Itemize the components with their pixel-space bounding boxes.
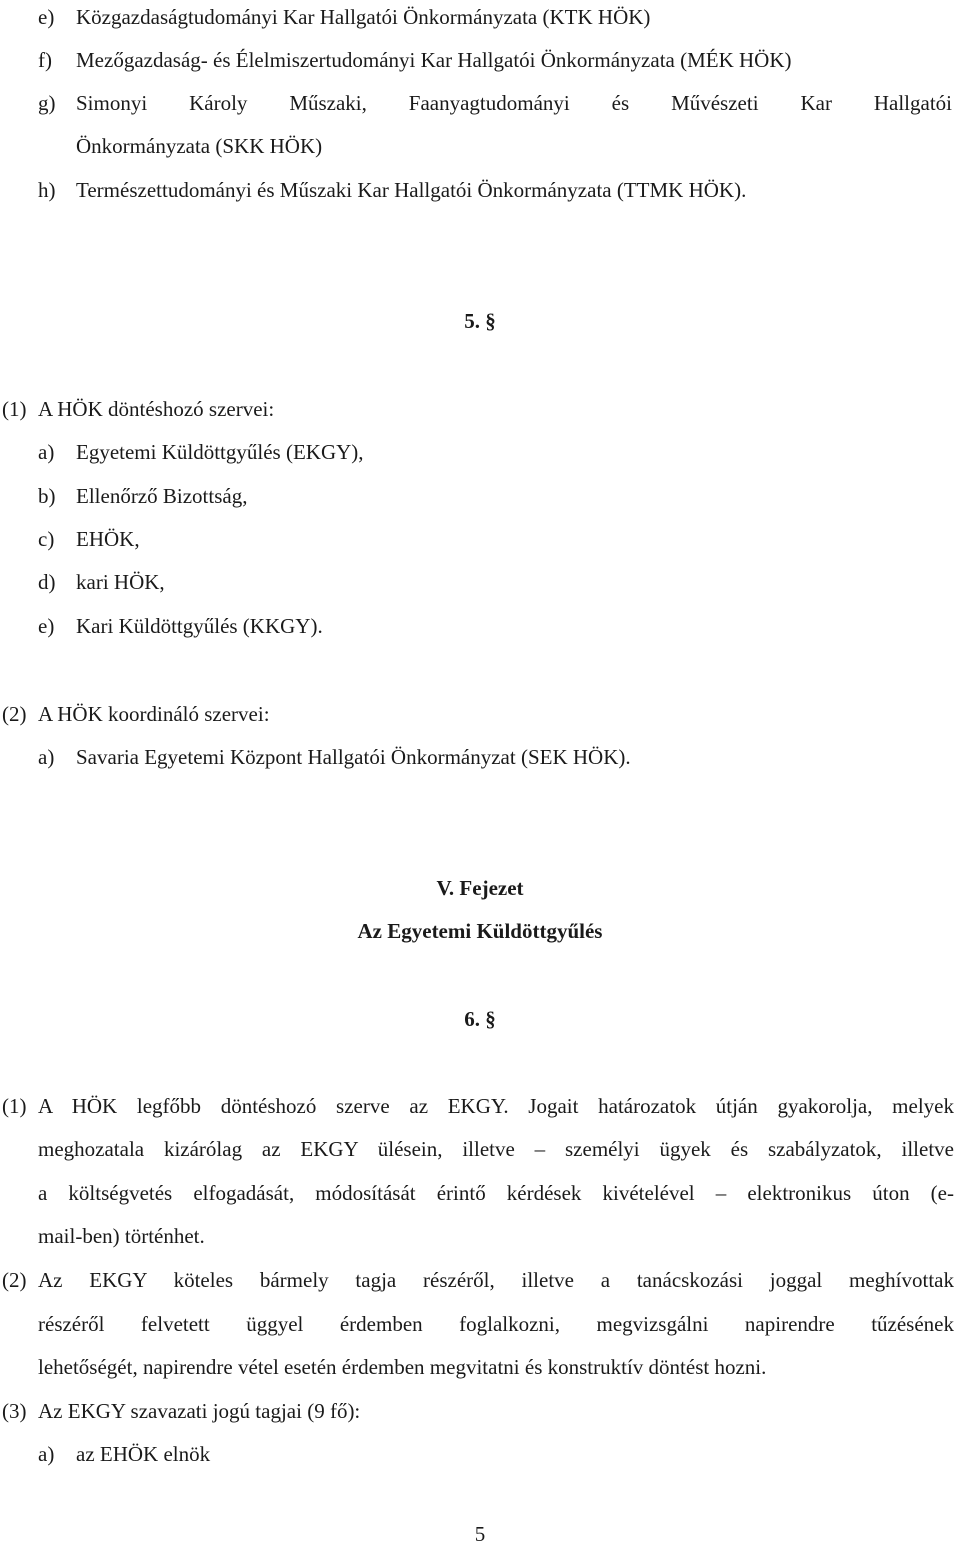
list-item-label: a) — [38, 440, 55, 464]
paragraph-label: (1) — [2, 397, 27, 421]
list-item-label: c) — [38, 527, 55, 551]
list-item-text: kari HÖK, — [76, 570, 165, 594]
paragraph-label: (2) — [2, 1268, 27, 1292]
list-item-text: Kari Küldöttgyűlés (KKGY). — [76, 614, 323, 638]
list-item-text: Savaria Egyetemi Központ Hallgatói Önkormányzat (SEK HÖK). — [76, 745, 631, 769]
page-number: 5 — [474, 1522, 486, 1546]
list-item-text: Egyetemi Küldöttgyűlés (EKGY), — [76, 440, 364, 464]
chapter-title: Az Egyetemi Küldöttgyűlés — [357, 919, 603, 943]
paragraph-text: Az EKGY szavazati jogú tagjai (9 fő): — [38, 1399, 361, 1423]
list-item-text: Önkormányzata (SKK HÖK) — [76, 134, 323, 158]
list-item-text: Mezőgazdaság- és Élelmiszertudományi Kar Hallgatói Önkormányzata (MÉK HÖK) — [76, 48, 792, 72]
list-item-text: Ellenőrző Bizottság, — [76, 484, 248, 508]
paragraph-text: részéről felvetett üggyel érdemben foglalkozni, megvizsgálni napirendre tűzésének — [38, 1312, 954, 1336]
list-item-label: d) — [38, 570, 56, 594]
list-item-label: e) — [38, 5, 55, 29]
section-heading-6: 6. § — [464, 1007, 496, 1031]
chapter-number: V. Fejezet — [436, 876, 524, 900]
paragraph-text: mail-ben) történhet. — [38, 1224, 205, 1248]
paragraph-text: A HÖK legfőbb döntéshozó szerve az EKGY. Jogait határozatok útján gyakorolja, melyek — [38, 1094, 954, 1118]
list-item-label: a) — [38, 1442, 55, 1466]
list-item-label: a) — [38, 745, 55, 769]
paragraph-label: (3) — [2, 1399, 27, 1423]
paragraph-label: (1) — [2, 1094, 27, 1118]
list-item-label: b) — [38, 484, 56, 508]
list-item-text: az EHÖK elnök — [76, 1442, 211, 1466]
paragraph-text: a költségvetés elfogadását, módosítását érintő kérdések kivételével – elektronikus úton (e- — [38, 1181, 954, 1205]
paragraph-label: (2) — [2, 702, 27, 726]
list-item-label: g) — [38, 91, 56, 115]
section-heading-5: 5. § — [464, 309, 496, 333]
paragraph-text: A HÖK koordináló szervei: — [38, 702, 270, 726]
list-item-text: Természettudományi és Műszaki Kar Hallgatói Önkormányzata (TTMK HÖK). — [76, 178, 747, 202]
list-item-text: EHÖK, — [76, 527, 140, 551]
paragraph-text: Az EKGY köteles bármely tagja részéről, illetve a tanácskozási joggal meghívottak — [38, 1268, 954, 1292]
list-item-text: Közgazdaságtudományi Kar Hallgatói Önkormányzata (KTK HÖK) — [76, 5, 651, 29]
list-item-label: e) — [38, 614, 55, 638]
paragraph-text: A HÖK döntéshozó szervei: — [38, 397, 275, 421]
list-item-label: h) — [38, 178, 56, 202]
list-item-text: Simonyi Károly Műszaki, Faanyagtudományi és Művészeti Kar Hallgatói — [76, 91, 952, 115]
paragraph-text: meghozatala kizárólag az EKGY ülésein, illetve – személyi ügyek és szabályzatok, illetve — [38, 1137, 954, 1161]
list-item-label: f) — [38, 48, 52, 72]
paragraph-text: lehetőségét, napirendre vétel esetén érdemben megvitatni és konstruktív döntést hozni. — [38, 1355, 767, 1379]
